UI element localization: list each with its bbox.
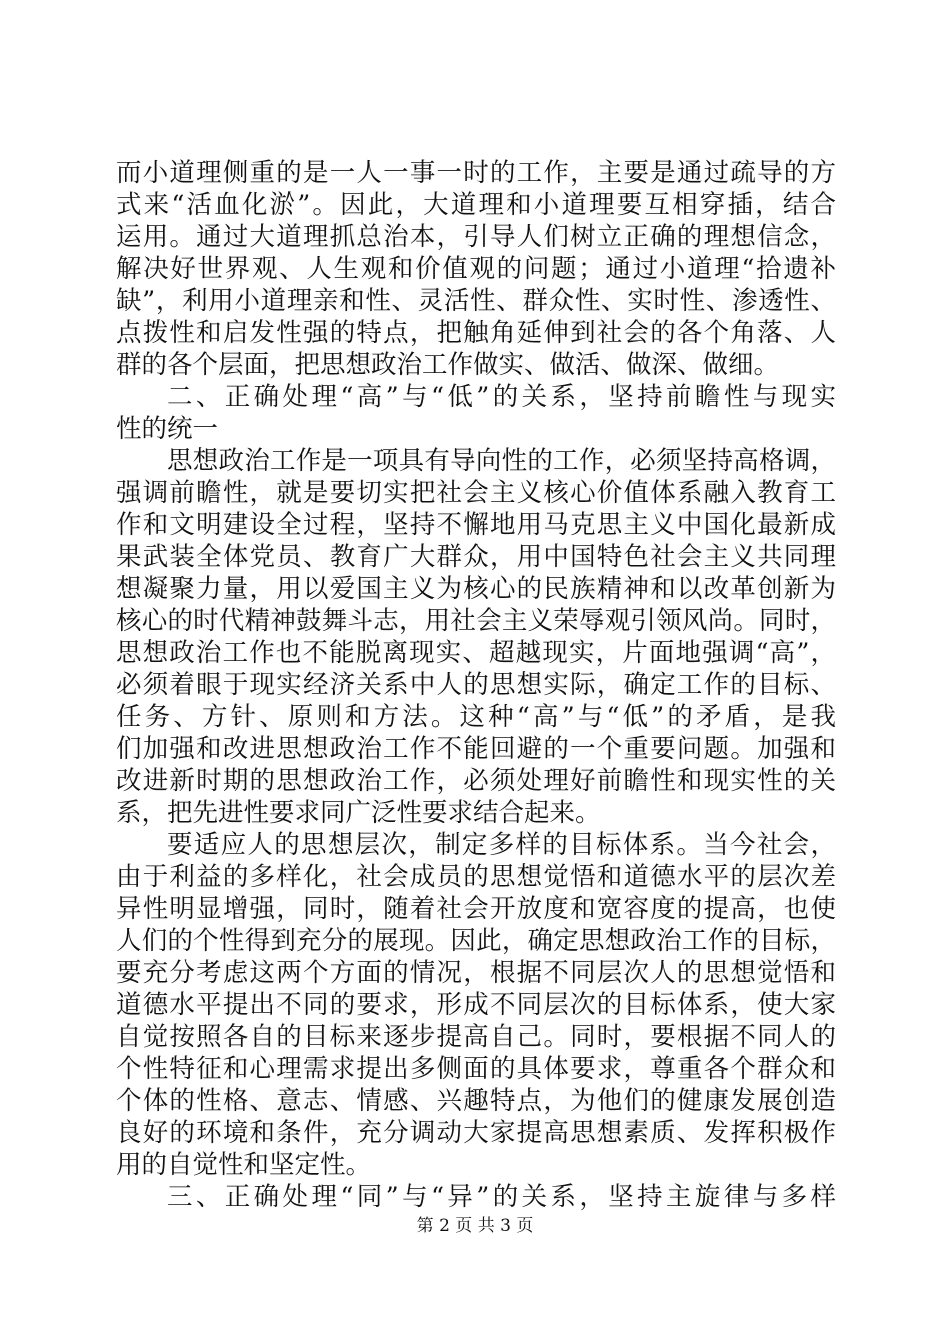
text-line: 群的各个层面，把思想政治工作做实、做活、做深、做细。 (116, 350, 780, 380)
text-line: 人们的个性得到充分的展现。因此，确定思想政治工作的目标， (116, 926, 836, 956)
text-line: 个性特征和心理需求提出多侧面的具体要求，尊重各个群众和 (116, 1054, 836, 1084)
text-line: 二、正确处理“高”与“低”的关系，坚持前瞻性与现实 (167, 382, 836, 412)
text-line: 要适应人的思想层次，制定多样的目标体系。当今社会， (167, 830, 836, 860)
text-line: 用的自觉性和坚定性。 (116, 1150, 372, 1180)
page-footer: 第 2 页 共 3 页 (416, 1216, 534, 1236)
text-line: 改进新时期的思想政治工作，必须处理好前瞻性和现实性的关 (116, 766, 836, 796)
text-line: 要充分考虑这两个方面的情况，根据不同层次人的思想觉悟和 (116, 958, 836, 988)
document-body (116, 157, 836, 1213)
text-line: 果武装全体党员、教育广大群众，用中国特色社会主义共同理 (116, 542, 836, 572)
text-line: 解决好世界观、人生观和价值观的问题；通过小道理“拾遗补 (116, 254, 836, 284)
text-line: 点拨性和启发性强的特点，把触角延伸到社会的各个角落、人 (116, 318, 836, 348)
text-line: 强调前瞻性，就是要切实把社会主义核心价值体系融入教育工 (116, 478, 836, 508)
text-line: 们加强和改进思想政治工作不能回避的一个重要问题。加强和 (116, 734, 836, 764)
text-line: 思想政治工作是一项具有导向性的工作，必须坚持高格调， (167, 446, 836, 476)
text-line: 异性明显增强，同时，随着社会开放度和宽容度的提高，也使 (116, 894, 836, 924)
text-line: 良好的环境和条件，充分调动大家提高思想素质、发挥积极作 (116, 1118, 836, 1148)
text-line: 必须着眼于现实经济关系中人的思想实际，确定工作的目标、 (116, 670, 836, 700)
text-line: 核心的时代精神鼓舞斗志，用社会主义荣辱观引领风尚。同时， (116, 606, 836, 636)
text-line: 作和文明建设全过程，坚持不懈地用马克思主义中国化最新成 (116, 510, 836, 540)
text-line: 缺”，利用小道理亲和性、灵活性、群众性、实时性、渗透性、 (116, 286, 836, 316)
text-line: 性的统一 (116, 414, 219, 444)
text-line: 道德水平提出不同的要求，形成不同层次的目标体系，使大家 (116, 990, 836, 1020)
text-line: 自觉按照各自的目标来逐步提高自己。同时，要根据不同人的 (116, 1022, 836, 1052)
text-line: 由于利益的多样化，社会成员的思想觉悟和道德水平的层次差 (116, 862, 836, 892)
text-line: 式来“活血化淤”。因此，大道理和小道理要互相穿插，结合 (116, 190, 836, 220)
text-line: 系，把先进性要求同广泛性要求结合起来。 (116, 798, 601, 828)
text-line: 想凝聚力量，用以爱国主义为核心的民族精神和以改革创新为 (116, 574, 836, 604)
text-line: 思想政治工作也不能脱离现实、超越现实，片面地强调“高”， (116, 638, 836, 668)
text-line: 任务、方针、原则和方法。这种“高”与“低”的矛盾，是我 (116, 702, 836, 732)
text-line: 三、正确处理“同”与“异”的关系，坚持主旋律与多样 (167, 1182, 836, 1212)
text-line: 运用。通过大道理抓总治本，引导人们树立正确的理想信念， (116, 222, 836, 252)
text-line: 而小道理侧重的是一人一事一时的工作，主要是通过疏导的方 (116, 158, 836, 188)
text-line: 个体的性格、意志、情感、兴趣特点，为他们的健康发展创造 (116, 1086, 836, 1116)
